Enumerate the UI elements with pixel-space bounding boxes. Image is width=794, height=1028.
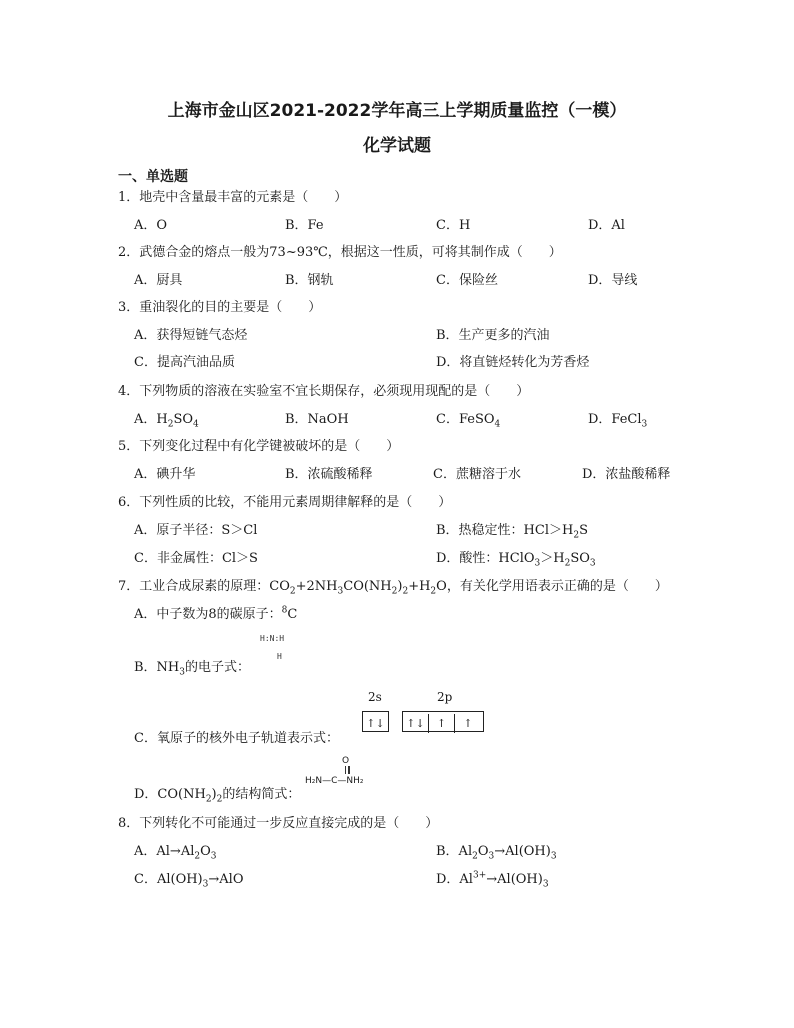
q3-option-b: B．生产更多的汽油 [436, 328, 550, 343]
section-heading: 一、单选题 [118, 169, 188, 185]
q6-option-c: C．非金属性：Cl＞S [134, 551, 258, 566]
q1-option-b: B．Fe [285, 218, 324, 233]
q3-option-a: A．获得短链气态烃 [134, 328, 248, 343]
urea-double-bond [345, 766, 347, 774]
q8-option-b: B．$Al_2O_3\to Al(OH)_3$ [436, 844, 557, 862]
q5-option-a: A．碘升华 [134, 467, 196, 482]
page-subtitle: 化学试题 [363, 136, 431, 156]
q7-option-a: A．中子数为8的碳原子：$^8$C [134, 605, 298, 622]
orbital-box-2s [362, 711, 389, 732]
orbital-label-2p: 2p [437, 690, 453, 704]
q3-option-c: C．提高汽油品质 [134, 355, 235, 370]
question-3-stem: 3．重油裂化的目的主要是（ ） [118, 300, 322, 315]
question-1-stem: 1．地壳中含量最丰富的元素是（ ） [118, 190, 348, 205]
nh3-electron-formula-bottom: H [277, 652, 282, 661]
question-5-stem: 5．下列变化过程中有化学键被破坏的是（ ） [118, 439, 400, 454]
q7-option-d: D．$CO(NH_2)_2$的结构简式： [134, 787, 301, 805]
q6-option-a: A．原子半径：S＞Cl [134, 523, 258, 538]
q1-option-a: A．O [134, 218, 168, 233]
orbital-box-2p [402, 711, 484, 732]
question-7-stem: 7．工业合成尿素的原理：$CO_2+2NH_3CO(NH_2)_2+H_2O$，有关化学用语表示正确的是（ ） [118, 579, 668, 597]
question-8-stem: 8．下列转化不可能通过一步反应直接完成的是（ ） [118, 816, 439, 831]
question-4-stem: 4．下列物质的溶液在实验室不宜长期保存，必须现用现配的是（ ） [118, 384, 530, 399]
question-2-stem: 2．武德合金的熔点一般为73~93℃，根据这一性质，可将其制作成（ ） [118, 245, 562, 260]
q2-option-c: C．保险丝 [436, 273, 498, 288]
orbital-label-2s: 2s [368, 690, 382, 704]
q8-option-a: A．$Al\to Al_2O_3$ [134, 844, 217, 862]
orbital-cell-2p-2: ↑ [429, 714, 455, 733]
question-6-stem: 6．下列性质的比较，不能用元素周期律解释的是（ ） [118, 495, 452, 510]
q8-option-d: D．$Al^{3+}\to Al(OH)_3$ [436, 870, 549, 890]
q2-option-a: A．厨具 [134, 273, 183, 288]
q1-option-c: C．H [436, 218, 471, 233]
q2-option-b: B．钢轨 [285, 273, 334, 288]
q4-option-a: A．$H_2SO_4$ [134, 412, 199, 430]
nh3-electron-formula-top: H:N:H [260, 634, 285, 643]
q5-option-d: D．浓盐酸稀释 [582, 467, 671, 482]
urea-structure-main: H₂N—C—NH₂ [305, 776, 364, 786]
q1-option-d: D．Al [588, 218, 625, 233]
q5-option-c: C．蔗糖溶于水 [433, 467, 521, 482]
page-title: 上海市金山区2021-2022学年高三上学期质量监控（一模） [167, 101, 627, 121]
q6-option-d: D．酸性：$HClO_3>H_2SO_3$ [436, 551, 596, 569]
q6-option-b: B．热稳定性：$HCl>H_2S$ [436, 523, 588, 541]
q4-option-d: D．FeCl$_3$ [588, 412, 648, 430]
urea-structure-oxygen: O [342, 756, 350, 766]
q7-option-b: B．$NH_3$的电子式： [134, 660, 251, 678]
q3-option-d: D．将直链烃转化为芳香烃 [436, 355, 590, 370]
q8-option-c: C．$Al(OH)_3\to AlO$ [134, 872, 244, 890]
q2-option-d: D．导线 [588, 273, 638, 288]
q5-option-b: B．浓硫酸稀释 [285, 467, 373, 482]
orbital-cell-2p-3: ↑ [463, 717, 473, 730]
q4-option-b: B．NaOH [285, 412, 349, 427]
q7-option-c: C．氧原子的核外电子轨道表示式： [134, 731, 339, 746]
orbital-cell-2s: ↑↓ [366, 717, 385, 730]
orbital-cell-2p-1: ↑↓ [403, 714, 429, 733]
q4-option-c: C．FeSO$_4$ [436, 412, 501, 430]
